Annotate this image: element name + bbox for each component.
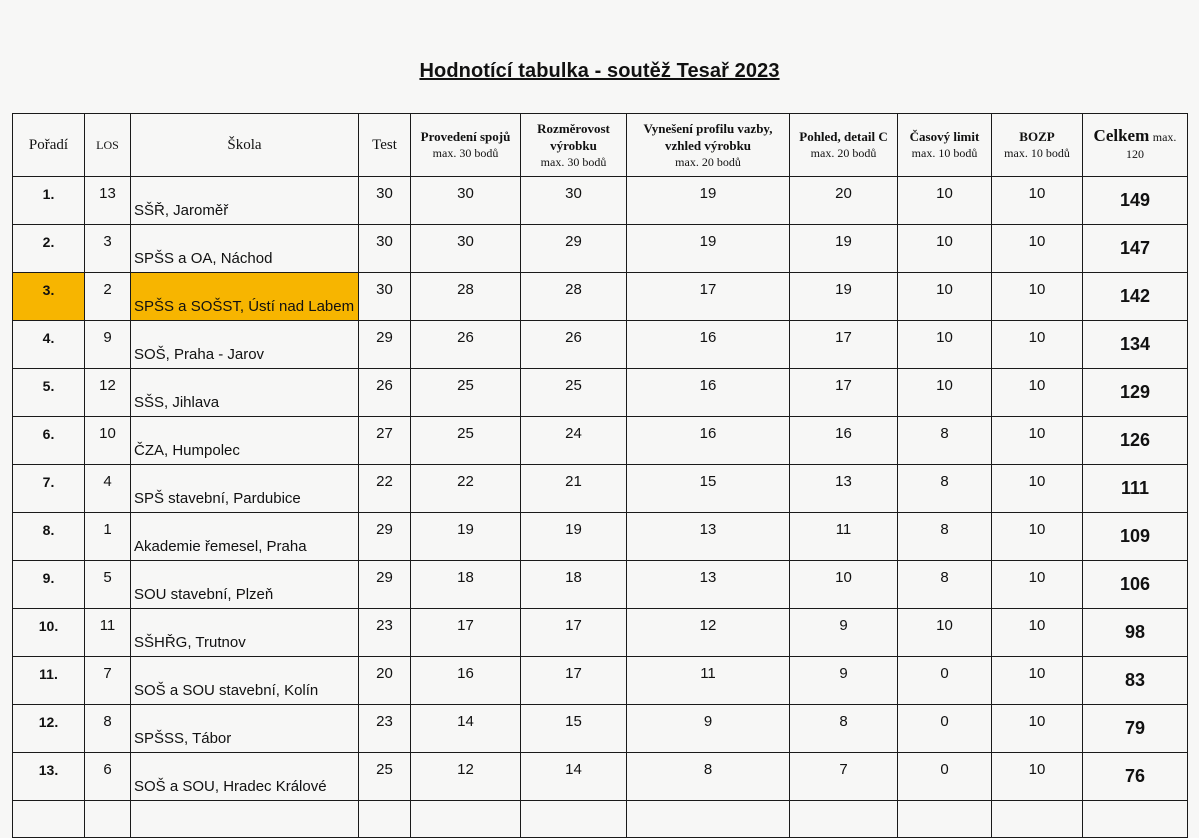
school-cell: SŠS, Jihlava (131, 369, 359, 417)
joints-cell: 25 (411, 369, 521, 417)
page-title: Hodnotící tabulka - soutěž Tesař 2023 (419, 60, 780, 82)
safety-cell: 10 (992, 417, 1083, 465)
school-cell: SPŠS a SOŠST, Ústí nad Labem (131, 273, 359, 321)
empty-cell (1083, 801, 1188, 838)
joints-cell: 22 (411, 465, 521, 513)
table-row (13, 321, 1188, 369)
view-cell: 11 (790, 513, 898, 561)
rank-cell: 5. (13, 369, 85, 417)
header-time-max: max. 10 bodů (911, 146, 978, 160)
empty-cell (85, 801, 131, 838)
dimensions-cell: 25 (521, 369, 627, 417)
table-row (13, 609, 1188, 657)
total-cell: 149 (1083, 177, 1188, 225)
empty-cell (992, 801, 1083, 838)
rank-cell: 7. (13, 465, 85, 513)
joints-cell: 30 (411, 225, 521, 273)
test-cell: 23 (359, 705, 411, 753)
profile-cell: 19 (627, 225, 790, 273)
school-cell: ČZA, Humpolec (131, 417, 359, 465)
dimensions-cell: 21 (521, 465, 627, 513)
los-cell: 7 (85, 657, 131, 705)
header-time (898, 114, 992, 177)
dimensions-cell: 18 (521, 561, 627, 609)
time-cell: 0 (898, 753, 992, 801)
los-cell: 6 (85, 753, 131, 801)
school-cell: SPŠS a OA, Náchod (131, 225, 359, 273)
total-cell: 111 (1083, 465, 1188, 513)
school-cell: SŠHŘG, Trutnov (131, 609, 359, 657)
test-cell: 23 (359, 609, 411, 657)
time-cell: 8 (898, 417, 992, 465)
los-cell: 10 (85, 417, 131, 465)
total-cell: 109 (1083, 513, 1188, 561)
table-row (13, 369, 1188, 417)
header-dimensions-label: Rozměrovost výrobku (537, 120, 610, 153)
los-cell: 5 (85, 561, 131, 609)
profile-cell: 16 (627, 369, 790, 417)
joints-cell: 17 (411, 609, 521, 657)
safety-cell: 10 (992, 321, 1083, 369)
test-cell: 26 (359, 369, 411, 417)
header-rank: Pořadí (13, 114, 85, 177)
rank-cell: 9. (13, 561, 85, 609)
test-cell: 22 (359, 465, 411, 513)
safety-cell: 10 (992, 705, 1083, 753)
header-total-label: Celkem (1093, 126, 1150, 145)
dimensions-cell: 14 (521, 753, 627, 801)
header-row (13, 114, 1188, 177)
view-cell: 17 (790, 369, 898, 417)
los-cell: 8 (85, 705, 131, 753)
los-cell: 12 (85, 369, 131, 417)
los-cell: 13 (85, 177, 131, 225)
rank-cell: 6. (13, 417, 85, 465)
test-cell: 20 (359, 657, 411, 705)
dimensions-cell: 17 (521, 609, 627, 657)
safety-cell: 10 (992, 225, 1083, 273)
header-dimensions-max: max. 30 bodů (540, 154, 607, 169)
time-cell: 10 (898, 369, 992, 417)
test-cell: 30 (359, 225, 411, 273)
view-cell: 16 (790, 417, 898, 465)
time-cell: 8 (898, 513, 992, 561)
school-cell: SOŠ a SOU, Hradec Králové (131, 753, 359, 801)
table-body (13, 177, 1188, 838)
time-cell: 0 (898, 705, 992, 753)
header-test: Test (359, 114, 411, 177)
header-profile-label: Vynešení profilu vazby, vzhled výrobku (643, 120, 773, 153)
rank-cell: 3. (13, 273, 85, 321)
profile-cell: 12 (627, 609, 790, 657)
header-profile (627, 114, 790, 177)
empty-row (13, 801, 1188, 838)
joints-cell: 18 (411, 561, 521, 609)
profile-cell: 13 (627, 561, 790, 609)
view-cell: 19 (790, 273, 898, 321)
rank-cell: 4. (13, 321, 85, 369)
total-cell: 79 (1083, 705, 1188, 753)
profile-cell: 17 (627, 273, 790, 321)
rank-cell: 10. (13, 609, 85, 657)
empty-cell (627, 801, 790, 838)
safety-cell: 10 (992, 753, 1083, 801)
time-cell: 10 (898, 609, 992, 657)
time-cell: 8 (898, 561, 992, 609)
total-cell: 83 (1083, 657, 1188, 705)
test-cell: 29 (359, 321, 411, 369)
dimensions-cell: 17 (521, 657, 627, 705)
time-cell: 8 (898, 465, 992, 513)
header-safety-max: max. 10 bodů (1004, 146, 1070, 160)
empty-cell (898, 801, 992, 838)
table-row (13, 657, 1188, 705)
joints-cell: 28 (411, 273, 521, 321)
joints-cell: 26 (411, 321, 521, 369)
rank-cell: 1. (13, 177, 85, 225)
view-cell: 9 (790, 609, 898, 657)
school-cell: SPŠ stavební, Pardubice (131, 465, 359, 513)
view-cell: 7 (790, 753, 898, 801)
header-joints-label: Provedení spojů (420, 129, 511, 144)
header-total (1083, 114, 1188, 177)
profile-cell: 19 (627, 177, 790, 225)
dimensions-cell: 28 (521, 273, 627, 321)
empty-cell (131, 801, 359, 838)
test-cell: 29 (359, 513, 411, 561)
view-cell: 20 (790, 177, 898, 225)
los-cell: 3 (85, 225, 131, 273)
total-cell: 106 (1083, 561, 1188, 609)
header-view-label: Pohled, detail C (799, 129, 888, 144)
total-cell: 147 (1083, 225, 1188, 273)
total-cell: 98 (1083, 609, 1188, 657)
safety-cell: 10 (992, 177, 1083, 225)
test-cell: 30 (359, 273, 411, 321)
joints-cell: 25 (411, 417, 521, 465)
rank-cell: 11. (13, 657, 85, 705)
school-cell: Akademie řemesel, Praha (131, 513, 359, 561)
los-cell: 2 (85, 273, 131, 321)
table-row (13, 705, 1188, 753)
table-row (13, 561, 1188, 609)
safety-cell: 10 (992, 609, 1083, 657)
test-cell: 27 (359, 417, 411, 465)
joints-cell: 16 (411, 657, 521, 705)
rank-cell: 8. (13, 513, 85, 561)
safety-cell: 10 (992, 465, 1083, 513)
los-cell: 11 (85, 609, 131, 657)
test-cell: 30 (359, 177, 411, 225)
table-row (13, 465, 1188, 513)
los-cell: 4 (85, 465, 131, 513)
joints-cell: 14 (411, 705, 521, 753)
table-row (13, 177, 1188, 225)
empty-cell (790, 801, 898, 838)
time-cell: 10 (898, 273, 992, 321)
safety-cell: 10 (992, 513, 1083, 561)
total-cell: 134 (1083, 321, 1188, 369)
school-cell: SOŠ a SOU stavební, Kolín (131, 657, 359, 705)
profile-cell: 15 (627, 465, 790, 513)
header-safety-label: BOZP (1019, 129, 1055, 144)
dimensions-cell: 29 (521, 225, 627, 273)
table-row (13, 273, 1188, 321)
view-cell: 8 (790, 705, 898, 753)
school-cell: SŠŘ, Jaroměř (131, 177, 359, 225)
empty-cell (13, 801, 85, 838)
total-cell: 76 (1083, 753, 1188, 801)
header-total-max: max. 120 (1126, 130, 1177, 161)
view-cell: 17 (790, 321, 898, 369)
dimensions-cell: 26 (521, 321, 627, 369)
total-cell: 129 (1083, 369, 1188, 417)
header-joints (411, 114, 521, 177)
view-cell: 13 (790, 465, 898, 513)
empty-cell (359, 801, 411, 838)
total-cell: 126 (1083, 417, 1188, 465)
time-cell: 10 (898, 321, 992, 369)
school-cell: SOŠ, Praha - Jarov (131, 321, 359, 369)
profile-cell: 9 (627, 705, 790, 753)
header-safety (992, 114, 1083, 177)
score-table (12, 113, 1188, 838)
header-view (790, 114, 898, 177)
safety-cell: 10 (992, 369, 1083, 417)
view-cell: 19 (790, 225, 898, 273)
los-cell: 1 (85, 513, 131, 561)
time-cell: 10 (898, 177, 992, 225)
profile-cell: 16 (627, 321, 790, 369)
test-cell: 25 (359, 753, 411, 801)
time-cell: 10 (898, 225, 992, 273)
dimensions-cell: 19 (521, 513, 627, 561)
time-cell: 0 (898, 657, 992, 705)
safety-cell: 10 (992, 273, 1083, 321)
header-view-max: max. 20 bodů (810, 146, 877, 160)
dimensions-cell: 24 (521, 417, 627, 465)
profile-cell: 8 (627, 753, 790, 801)
joints-cell: 12 (411, 753, 521, 801)
header-los: LOS (85, 114, 131, 177)
table-row (13, 513, 1188, 561)
header-time-label: Časový limit (909, 129, 980, 144)
view-cell: 10 (790, 561, 898, 609)
profile-cell: 11 (627, 657, 790, 705)
empty-cell (411, 801, 521, 838)
table-row (13, 225, 1188, 273)
joints-cell: 19 (411, 513, 521, 561)
header-dimensions (521, 114, 627, 177)
rank-cell: 13. (13, 753, 85, 801)
dimensions-cell: 30 (521, 177, 627, 225)
view-cell: 9 (790, 657, 898, 705)
rank-cell: 2. (13, 225, 85, 273)
header-profile-max: max. 20 bodů (675, 154, 741, 169)
rank-cell: 12. (13, 705, 85, 753)
table-row (13, 753, 1188, 801)
safety-cell: 10 (992, 561, 1083, 609)
dimensions-cell: 15 (521, 705, 627, 753)
profile-cell: 13 (627, 513, 790, 561)
los-cell: 9 (85, 321, 131, 369)
school-cell: SOU stavební, Plzeň (131, 561, 359, 609)
total-cell: 142 (1083, 273, 1188, 321)
empty-cell (521, 801, 627, 838)
header-school: Škola (131, 114, 359, 177)
safety-cell: 10 (992, 657, 1083, 705)
joints-cell: 30 (411, 177, 521, 225)
table-row (13, 417, 1188, 465)
header-joints-max: max. 30 bodů (432, 146, 499, 160)
test-cell: 29 (359, 561, 411, 609)
school-cell: SPŠSS, Tábor (131, 705, 359, 753)
profile-cell: 16 (627, 417, 790, 465)
